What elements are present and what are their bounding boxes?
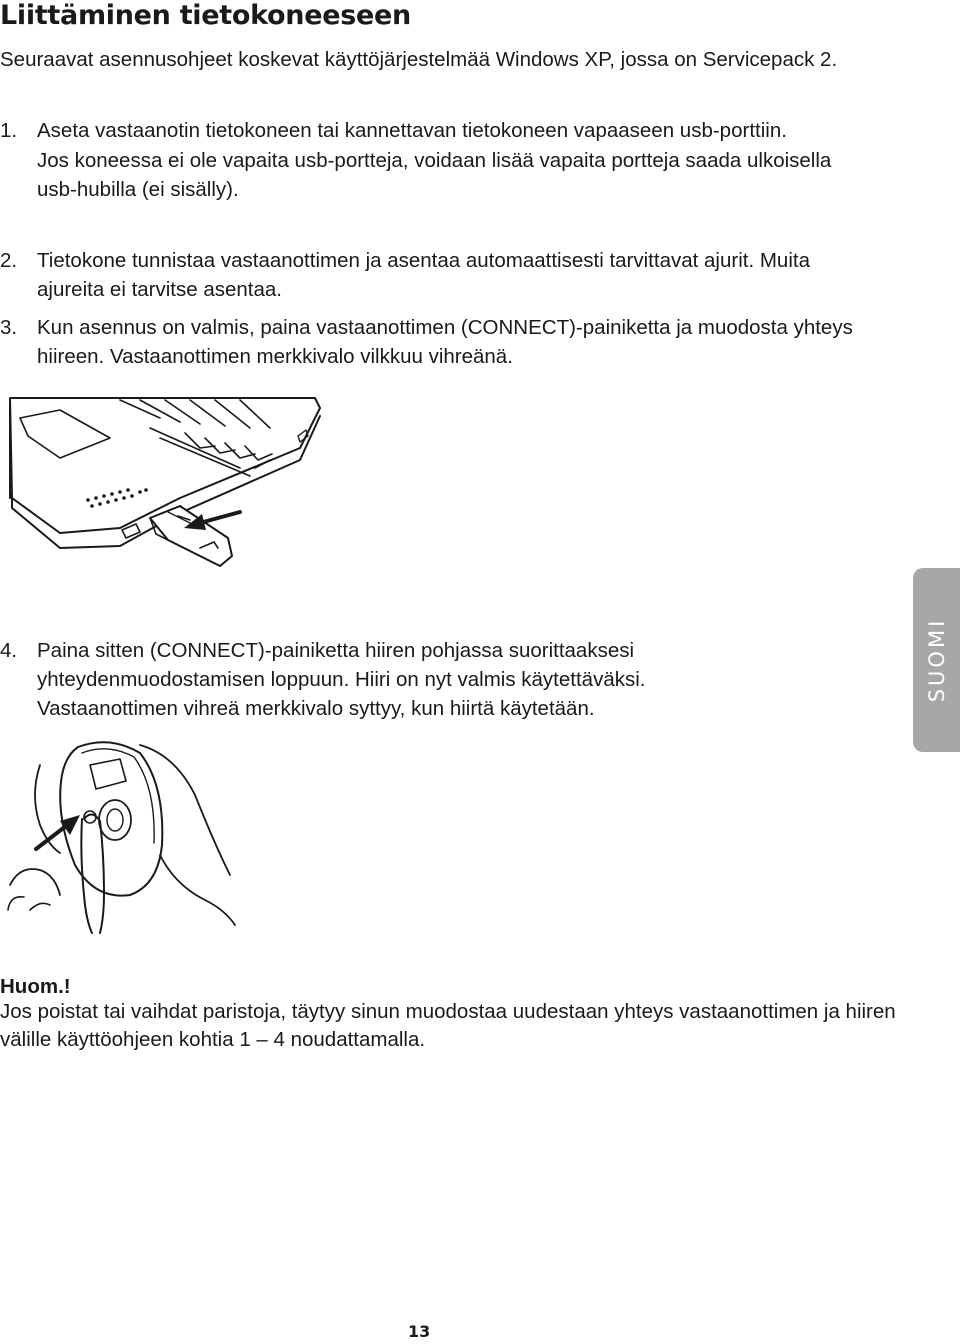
step-number: 4. <box>0 639 18 662</box>
step-number: 3. <box>0 316 18 339</box>
page-number: 13 <box>408 1322 431 1341</box>
intro-paragraph: Seuraavat asennusohjeet koskevat käyttöjärjestelmää Windows XP, jossa on Servicepack 2. <box>0 48 838 71</box>
language-tab <box>913 568 960 752</box>
step-text: Tietokone tunnistaa vastaanottimen ja asentaa automaattisesti tarvittavat ajurit. Muita ajureita ei tarvitse asentaa. <box>37 249 810 301</box>
step-text: Aseta vastaanotin tietokoneen tai kannettavan tietokoneen vapaaseen usb-porttiin. <box>37 119 787 142</box>
step-3 <box>0 313 860 371</box>
step-text: Kun asennus on valmis, paina vastaanottimen (CONNECT)-painiketta ja muodosta yhteys hiireen. Vastaanottimen merkkivalo vilkkuu vihreänä. <box>37 316 853 368</box>
step-2 <box>0 246 860 304</box>
language-tab-label: SUOMI <box>924 617 949 703</box>
laptop-usb-receiver-illustration <box>0 388 340 588</box>
step-text: Paina sitten (CONNECT)-painiketta hiiren pohjassa suorittaaksesi yhteydenmuodostamisen loppuun. Hiiri on nyt valmis käytettäväksi. Vastaanottimen vihreä merkkivalo syttyy, kun hiirtä käytetään. <box>37 639 646 720</box>
step-1 <box>0 116 860 204</box>
mouse-connect-button-illustration <box>0 735 240 935</box>
step-4 <box>0 636 860 723</box>
step-number: 1. <box>0 119 18 142</box>
note-heading: Huom.! <box>0 975 71 998</box>
note-text: Jos poistat tai vaihdat paristoja, täytyy sinun muodostaa uudestaan yhteys vastaanottimen ja hiiren välille käyttöohjeen kohtia 1 – 4 noudattamalla. <box>0 1000 896 1051</box>
page-title: Liittäminen tietokoneeseen <box>0 0 411 31</box>
step-number: 2. <box>0 249 18 272</box>
step-extra-text: Jos koneessa ei ole vapaita usb-portteja, voidaan lisää vapaita portteja saada ulkoisella usb-hubilla (ei sisälly). <box>37 149 832 201</box>
